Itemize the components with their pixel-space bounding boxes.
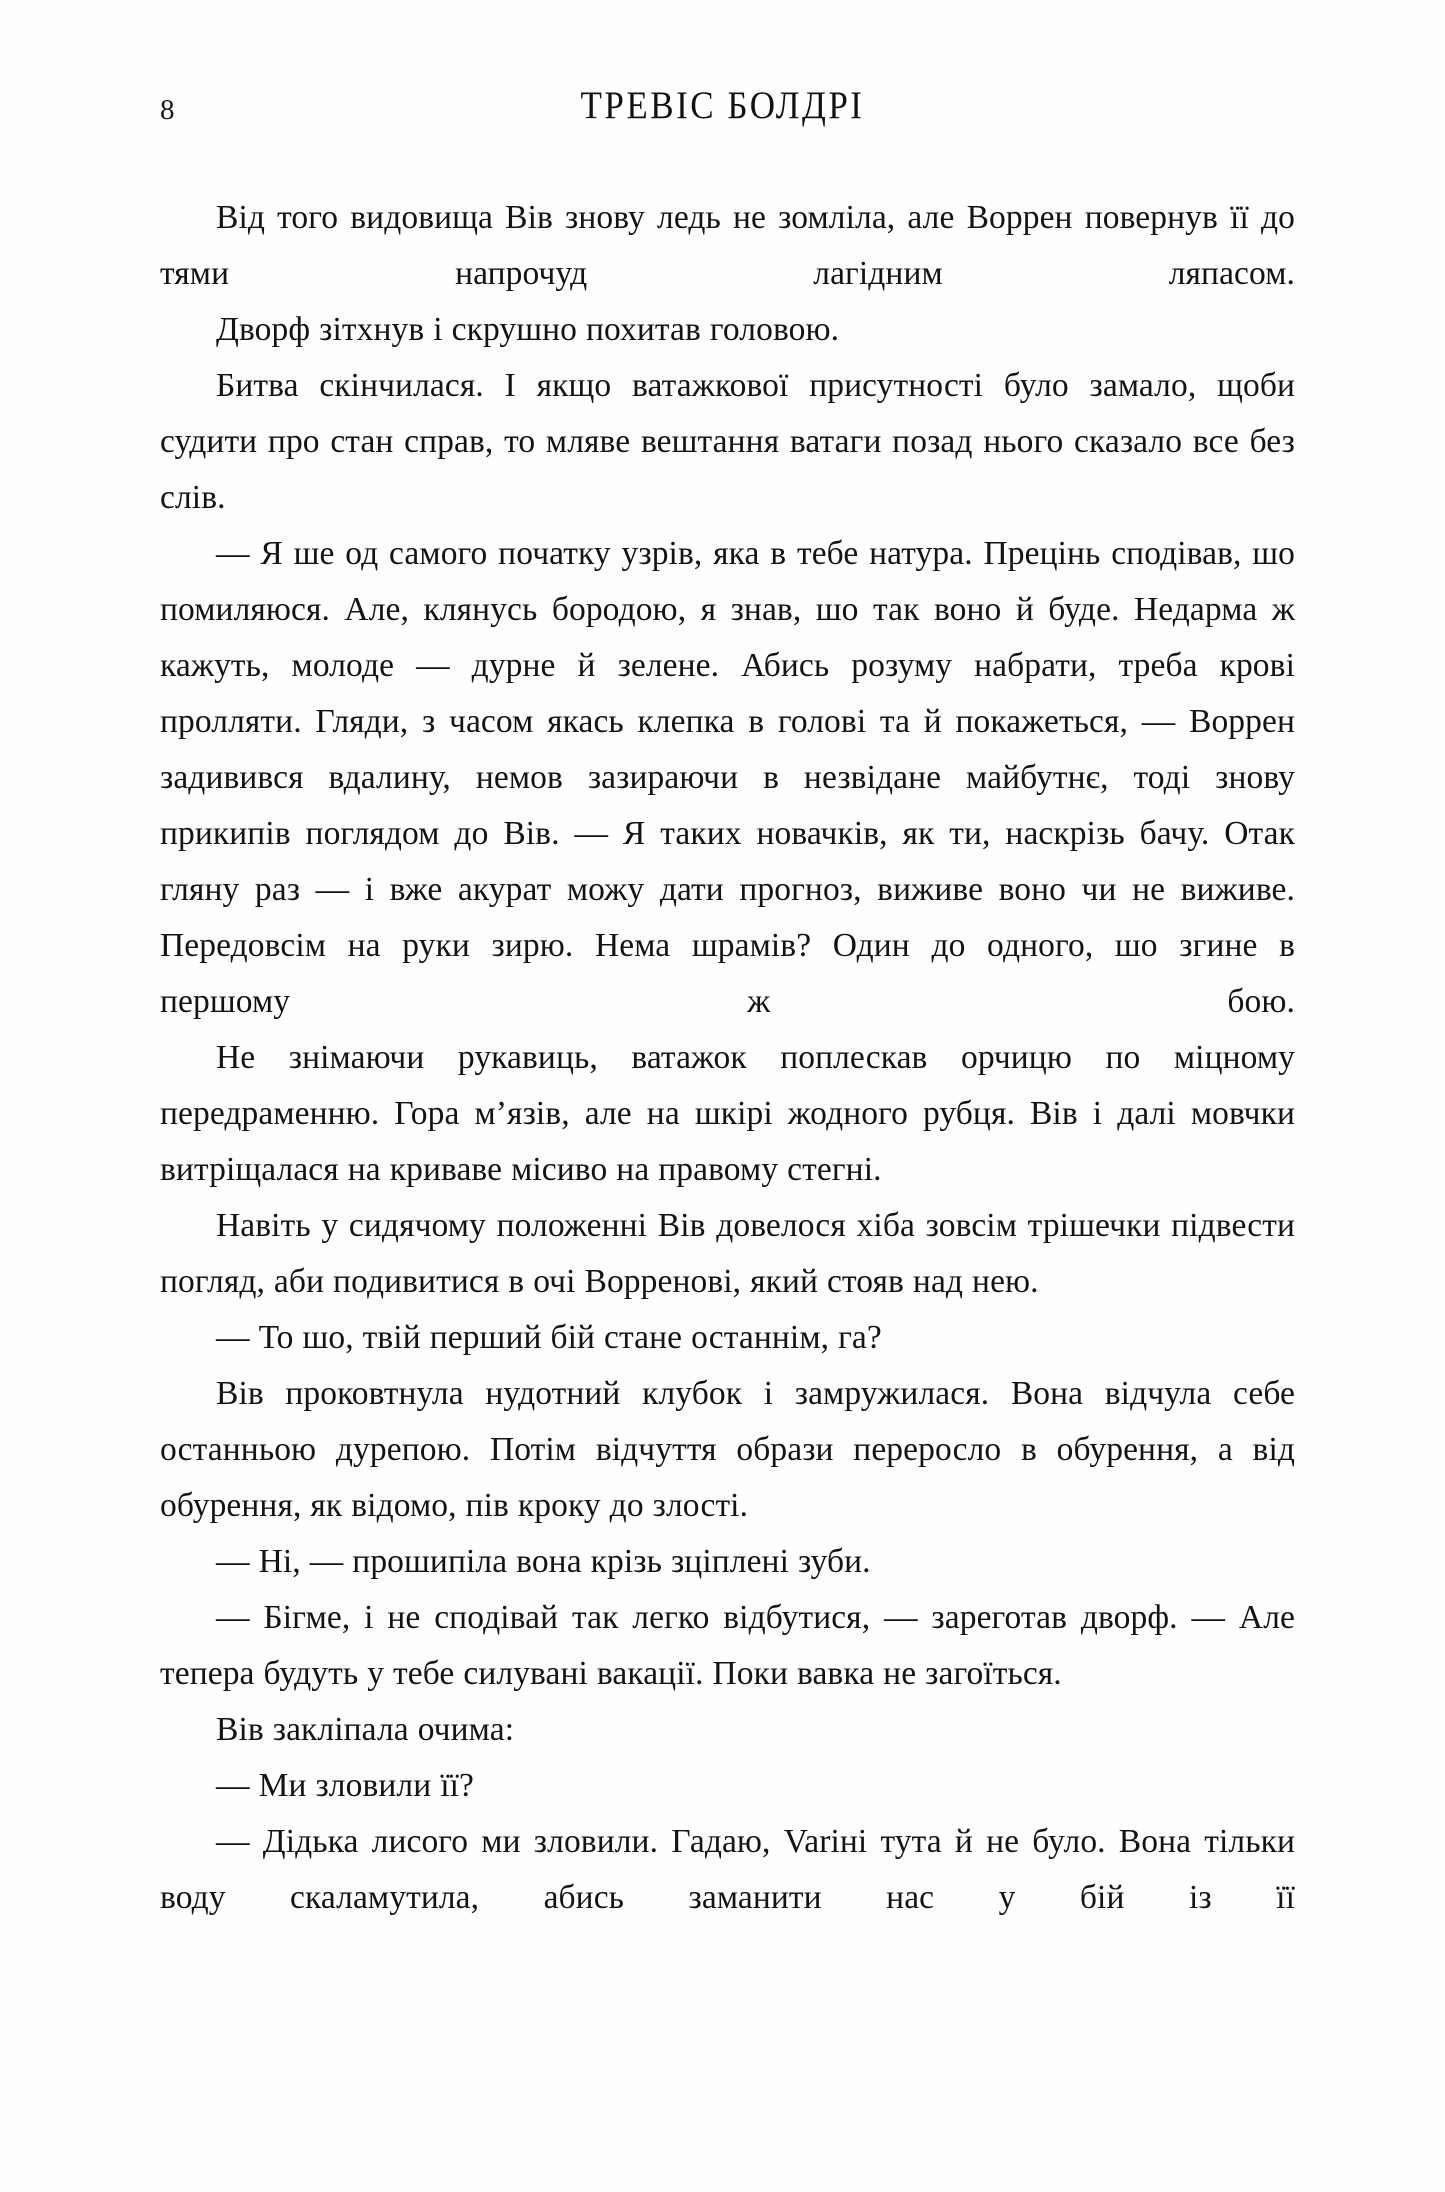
paragraph: Вів проковтнула нудотний клубок і замружилася. Вона відчула себе останньою дурепою. Потім відчуття образи переросло в обурення, а від обурення, як відомо, пів кроку до злості. xyxy=(160,1375,1295,1524)
paragraph: Не знімаючи рукавиць, ватажок поплескав орчицю по міцному передраменню. Гора м’язів, але на шкірі жодного рубця. Вів і далі мовчки витріщалася на криваве місиво на правому стегні. xyxy=(160,1039,1295,1188)
paragraph: Від того видовища Вів знову ледь не зомліла, але Воррен повернув її до тями напрочуд лагідним ляпасом. xyxy=(160,199,1295,292)
running-head xyxy=(160,83,1285,134)
paragraph: — Бігме, і не сподівай так легко відбутися, — зареготав дворф. — Але тепера будуть у тебе силувані вакації. Поки вавка не загоїться. xyxy=(160,1599,1295,1692)
paragraph: — Я ше од самого початку узрів, яка в тебе натура. Прецінь сподівав, шо помиляюся. Але, клянусь бородою, я знав, шо так воно й буде. Недарма ж кажуть, молоде — дурне й зелене. Абись розуму набрати, треба крові пролляти. Гляди, з часом якась клепка в голові та й покажеться, — Воррен задивився вдалину, немов зазираючи в незвідане майбутнє, тоді знову прикипів поглядом до Вів. — Я таких новачків, як ти, наскрізь бачу. Отак гляну раз — і вже акурат можу дати прогноз, виживе воно чи не виживе. Передовсім на руки зирю. Нема шрамів? Один до одного, шо згине в першому ж бою. xyxy=(160,535,1295,1020)
running-head-title: ТРЕВІС БОЛДРІ xyxy=(580,83,865,127)
paragraph: — Дідька лисого ми зловили. Гадаю, Variні тута й не було. Вона тільки воду скаламутила, абись заманити нас у бій із її xyxy=(160,1823,1295,1916)
paragraph: Навіть у сидячому положенні Вів довелося хіба зовсім трішечки підвести погляд, аби подивитися в очі Ворренові, який стояв над нею. xyxy=(160,1207,1295,1300)
paragraph: Вів закліпала очима: xyxy=(216,1711,515,1748)
body-text-block xyxy=(160,190,1295,1926)
paragraph: — Ні, — прошипіла вона крізь зціплені зуби. xyxy=(216,1543,871,1580)
paragraph: Битва скінчилася. І якщо ватажкової присутності було замало, щоби судити про стан справ, то мляве вештання ватаги позад нього сказало все без слів. xyxy=(160,367,1295,516)
page-number: 8 xyxy=(160,94,175,126)
paragraph: — То шо, твій перший бій стане останнім, га? xyxy=(216,1319,882,1356)
paragraph: — Ми зловили її? xyxy=(216,1767,475,1804)
paragraph: Дворф зітхнув і скрушно похитав головою. xyxy=(216,311,840,348)
